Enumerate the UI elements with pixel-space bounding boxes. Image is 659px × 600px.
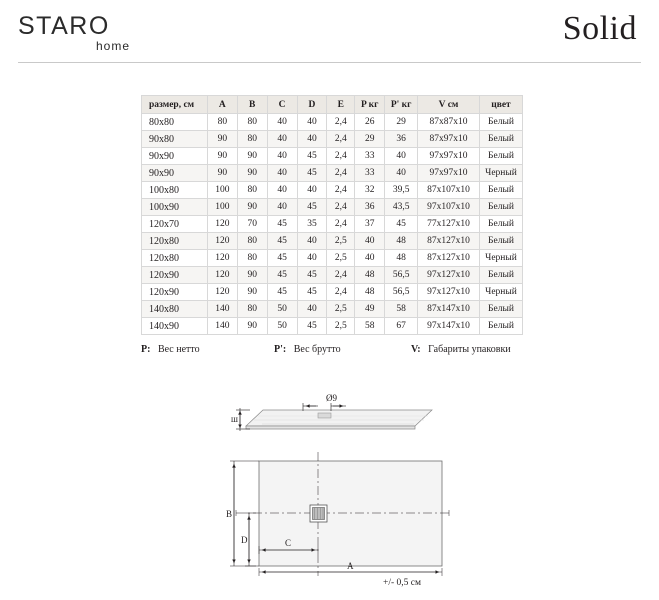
cell-d: 45 (297, 267, 327, 284)
header-divider (18, 62, 641, 63)
dim-label-d: D (241, 535, 248, 545)
cell-a: 120 (207, 250, 237, 267)
cell-size: 100x80 (142, 182, 208, 199)
side-view (231, 393, 432, 431)
brand-tagline: home (95, 39, 130, 53)
cell-color: Белый (479, 301, 522, 318)
drawings-svg (0, 380, 659, 600)
cell-c: 50 (267, 301, 297, 318)
cell-a: 120 (207, 216, 237, 233)
cell-a: 100 (207, 199, 237, 216)
table-row (142, 250, 523, 267)
cell-e: 2,4 (327, 182, 355, 199)
cell-p: 48 (355, 267, 385, 284)
cell-b: 80 (237, 250, 267, 267)
legend-key: P: (141, 344, 151, 355)
cell-e: 2,4 (327, 148, 355, 165)
cell-c: 45 (267, 233, 297, 250)
cell-v: 97x97x10 (418, 165, 480, 182)
cell-d: 45 (297, 165, 327, 182)
cell-a: 90 (207, 148, 237, 165)
cell-p: 40 (355, 250, 385, 267)
column-header-p-gross: P' кг (385, 96, 418, 114)
cell-c: 45 (267, 216, 297, 233)
page-title: Solid (562, 10, 637, 47)
cell-size: 140x90 (142, 318, 208, 335)
cell-size: 80x80 (142, 114, 208, 131)
cell-c: 50 (267, 318, 297, 335)
cell-p: 32 (355, 182, 385, 199)
cell-v: 77x127x10 (418, 216, 480, 233)
cell-p: 36 (355, 199, 385, 216)
cell-d: 45 (297, 199, 327, 216)
brand-name: STARO (18, 12, 110, 40)
cell-a: 120 (207, 284, 237, 301)
cell-e: 2,4 (327, 267, 355, 284)
page-header (0, 0, 659, 68)
cell-c: 40 (267, 148, 297, 165)
table-row (142, 216, 523, 233)
column-header-size: размер, см (142, 96, 208, 114)
cell-e: 2,4 (327, 199, 355, 216)
cell-size: 120x70 (142, 216, 208, 233)
cell-b: 80 (237, 301, 267, 318)
cell-d: 45 (297, 284, 327, 301)
legend-item-gross-weight (274, 344, 341, 355)
cell-color: Белый (479, 182, 522, 199)
cell-size: 90x90 (142, 165, 208, 182)
cell-c: 45 (267, 267, 297, 284)
column-header-v: V см (418, 96, 480, 114)
legend-key: V: (411, 344, 421, 355)
cell-color: Черный (479, 250, 522, 267)
table-row (142, 148, 523, 165)
cell-p-gross: 56,5 (385, 284, 418, 301)
cell-c: 45 (267, 284, 297, 301)
column-header-color: цвет (479, 96, 522, 114)
cell-color: Белый (479, 318, 522, 335)
cell-c: 40 (267, 199, 297, 216)
table-row (142, 199, 523, 216)
cell-b: 80 (237, 233, 267, 250)
legend-item-package-dimensions (411, 344, 511, 355)
cell-d: 45 (297, 318, 327, 335)
cell-b: 80 (237, 114, 267, 131)
spec-table (141, 95, 523, 335)
cell-c: 45 (267, 250, 297, 267)
cell-p-gross: 40 (385, 148, 418, 165)
cell-p-gross: 67 (385, 318, 418, 335)
cell-p-gross: 56,5 (385, 267, 418, 284)
table-row (142, 165, 523, 182)
cell-b: 90 (237, 148, 267, 165)
spec-table-container (141, 95, 523, 335)
table-row (142, 114, 523, 131)
cell-b: 80 (237, 182, 267, 199)
cell-d: 45 (297, 148, 327, 165)
cell-size: 120x90 (142, 284, 208, 301)
cell-e: 2,5 (327, 318, 355, 335)
cell-color: Белый (479, 199, 522, 216)
dim-label-c: C (285, 538, 292, 548)
cell-p: 58 (355, 318, 385, 335)
cell-color: Черный (479, 165, 522, 182)
cell-b: 80 (237, 131, 267, 148)
cell-p: 49 (355, 301, 385, 318)
cell-a: 140 (207, 301, 237, 318)
cell-p: 33 (355, 165, 385, 182)
cell-c: 40 (267, 114, 297, 131)
cell-b: 90 (237, 267, 267, 284)
cell-e: 2,4 (327, 216, 355, 233)
cell-p-gross: 36 (385, 131, 418, 148)
dim-label-b: B (226, 509, 233, 519)
cell-p-gross: 43,5 (385, 199, 418, 216)
cell-p-gross: 58 (385, 301, 418, 318)
cell-size: 90x90 (142, 148, 208, 165)
cell-v: 87x147x10 (418, 301, 480, 318)
cell-a: 120 (207, 233, 237, 250)
cell-v: 87x87x10 (418, 114, 480, 131)
cell-v: 97x127x10 (418, 267, 480, 284)
table-row (142, 284, 523, 301)
cell-v: 87x127x10 (418, 233, 480, 250)
column-header-b: B (237, 96, 267, 114)
cell-e: 2,5 (327, 233, 355, 250)
tolerance-note: +/- 0,5 см (383, 578, 422, 588)
drain-diameter-label: Ø9 (326, 393, 337, 403)
cell-e: 2,4 (327, 114, 355, 131)
cell-d: 35 (297, 216, 327, 233)
table-row (142, 233, 523, 250)
cell-color: Белый (479, 131, 522, 148)
cell-p: 29 (355, 131, 385, 148)
brand-logo (18, 13, 168, 53)
cell-d: 40 (297, 131, 327, 148)
cell-size: 120x80 (142, 233, 208, 250)
table-header-row (142, 96, 523, 114)
cell-p-gross: 29 (385, 114, 418, 131)
column-header-e: E (327, 96, 355, 114)
cell-a: 100 (207, 182, 237, 199)
cell-p: 26 (355, 114, 385, 131)
column-header-p: P кг (355, 96, 385, 114)
cell-v: 97x97x10 (418, 148, 480, 165)
cell-a: 90 (207, 165, 237, 182)
cell-v: 87x97x10 (418, 131, 480, 148)
cell-v: 97x127x10 (418, 284, 480, 301)
cell-color: Черный (479, 284, 522, 301)
cell-b: 90 (237, 318, 267, 335)
legend-value: Вес брутто (293, 344, 341, 355)
legend-item-net-weight (141, 344, 200, 355)
side-view-height-label: ш (231, 414, 238, 424)
cell-p-gross: 48 (385, 250, 418, 267)
cell-d: 40 (297, 233, 327, 250)
top-view (226, 452, 452, 576)
table-row (142, 318, 523, 335)
cell-b: 90 (237, 165, 267, 182)
cell-c: 40 (267, 182, 297, 199)
cell-color: Белый (479, 148, 522, 165)
cell-p-gross: 48 (385, 233, 418, 250)
cell-e: 2,4 (327, 131, 355, 148)
cell-d: 40 (297, 182, 327, 199)
cell-size: 120x80 (142, 250, 208, 267)
table-header (142, 96, 523, 114)
cell-size: 100x90 (142, 199, 208, 216)
table-body (142, 114, 523, 335)
cell-e: 2,5 (327, 250, 355, 267)
cell-a: 140 (207, 318, 237, 335)
technical-drawings (0, 380, 659, 600)
cell-p: 33 (355, 148, 385, 165)
cell-p: 40 (355, 233, 385, 250)
cell-color: Белый (479, 114, 522, 131)
cell-e: 2,4 (327, 284, 355, 301)
cell-p-gross: 40 (385, 165, 418, 182)
cell-e: 2,4 (327, 165, 355, 182)
legend-value: Габариты упаковки (428, 344, 511, 355)
legend-value: Вес нетто (157, 344, 200, 355)
cell-a: 90 (207, 131, 237, 148)
cell-d: 40 (297, 301, 327, 318)
table-row (142, 131, 523, 148)
cell-color: Белый (479, 216, 522, 233)
cell-d: 40 (297, 114, 327, 131)
column-header-d: D (297, 96, 327, 114)
cell-b: 70 (237, 216, 267, 233)
cell-p-gross: 39,5 (385, 182, 418, 199)
cell-p: 37 (355, 216, 385, 233)
cell-e: 2,5 (327, 301, 355, 318)
table-row (142, 267, 523, 284)
cell-size: 120x90 (142, 267, 208, 284)
cell-c: 40 (267, 165, 297, 182)
cell-color: Белый (479, 267, 522, 284)
cell-color: Белый (479, 233, 522, 250)
cell-v: 97x107x10 (418, 199, 480, 216)
cell-b: 90 (237, 284, 267, 301)
legend-key: P': (274, 344, 287, 355)
cell-p-gross: 45 (385, 216, 418, 233)
cell-a: 80 (207, 114, 237, 131)
cell-p: 48 (355, 284, 385, 301)
cell-v: 87x107x10 (418, 182, 480, 199)
column-header-c: C (267, 96, 297, 114)
column-header-a: A (207, 96, 237, 114)
cell-d: 40 (297, 250, 327, 267)
table-row (142, 182, 523, 199)
cell-v: 97x147x10 (418, 318, 480, 335)
cell-size: 90x80 (142, 131, 208, 148)
table-row (142, 301, 523, 318)
cell-c: 40 (267, 131, 297, 148)
cell-a: 120 (207, 267, 237, 284)
dim-label-a: A (347, 561, 354, 571)
cell-v: 87x127x10 (418, 250, 480, 267)
cell-b: 90 (237, 199, 267, 216)
cell-size: 140x80 (142, 301, 208, 318)
